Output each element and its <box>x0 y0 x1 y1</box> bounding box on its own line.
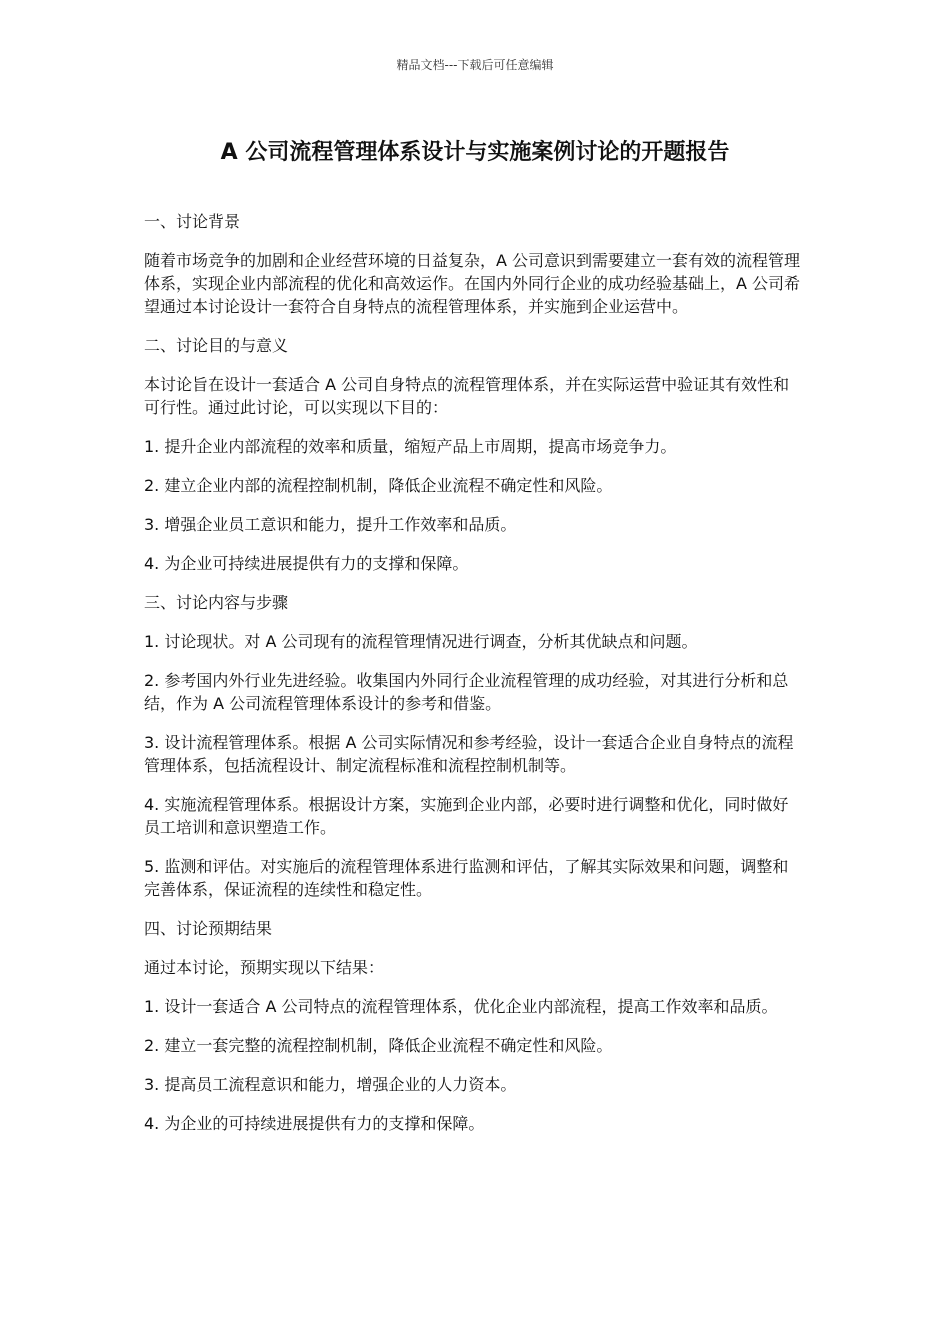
list-item-step-1: 1. 讨论现状。对 A 公司现有的流程管理情况进行调查，分析其优缺点和问题。 <box>144 632 698 651</box>
section-heading-content: 三、讨论内容与步骤 <box>144 593 289 612</box>
list-item-purpose-2: 2. 建立企业内部的流程控制机制，降低企业流程不确定性和风险。 <box>144 476 613 495</box>
list-item-result-3: 3. 提高员工流程意识和能力，增强企业的人力资本。 <box>144 1075 517 1094</box>
list-item-step-3: 3. 设计流程管理体系。根据 A 公司实际情况和参考经验，设计一套适合企业自身特点的流程管理体系，包括流程设计、制定流程标准和流程控制机制等。 <box>144 733 794 775</box>
list-item-result-1: 1. 设计一套适合 A 公司特点的流程管理体系，优化企业内部流程，提高工作效率和品质。 <box>144 997 778 1016</box>
list-item-step-2: 2. 参考国内外行业先进经验。收集国内外同行企业流程管理的成功经验，对其进行分析和总结，作为 A 公司流程管理体系设计的参考和借鉴。 <box>144 671 789 713</box>
section-heading-background: 一、讨论背景 <box>144 212 241 231</box>
list-item-purpose-4: 4. 为企业可持续进展提供有力的支撑和保障。 <box>144 554 469 573</box>
page-header-note: 精品文档---下载后可任意编辑 <box>396 58 554 72</box>
paragraph-purpose: 本讨论旨在设计一套适合 A 公司自身特点的流程管理体系，并在实际运营中验证其有效性和可行性。通过此讨论，可以实现以下目的： <box>144 375 790 417</box>
section-heading-results: 四、讨论预期结果 <box>144 919 273 938</box>
section-heading-purpose: 二、讨论目的与意义 <box>144 336 289 355</box>
document-body <box>144 210 804 1151</box>
paragraph-results: 通过本讨论，预期实现以下结果： <box>144 958 385 977</box>
list-item-purpose-1: 1. 提升企业内部流程的效率和质量，缩短产品上市周期，提高市场竞争力。 <box>144 437 677 456</box>
paragraph-background: 随着市场竞争的加剧和企业经营环境的日益复杂，A 公司意识到需要建立一套有效的流程管理体系，实现企业内部流程的优化和高效运作。在国内外同行企业的成功经验基础上，A 公司希望通过本讨论设计一套符合自身特点的流程管理体系，并实施到企业运营中。 <box>144 251 801 316</box>
list-item-purpose-3: 3. 增强企业员工意识和能力，提升工作效率和品质。 <box>144 515 517 534</box>
list-item-step-4: 4. 实施流程管理体系。根据设计方案，实施到企业内部，必要时进行调整和优化，同时做好员工培训和意识塑造工作。 <box>144 795 789 837</box>
list-item-step-5: 5. 监测和评估。对实施后的流程管理体系进行监测和评估，了解其实际效果和问题，调整和完善体系，保证流程的连续性和稳定性。 <box>144 857 789 899</box>
list-item-result-2: 2. 建立一套完整的流程控制机制，降低企业流程不确定性和风险。 <box>144 1036 613 1055</box>
document-title: A 公司流程管理体系设计与实施案例讨论的开题报告 <box>220 140 730 165</box>
list-item-result-4: 4. 为企业的可持续进展提供有力的支撑和保障。 <box>144 1114 485 1133</box>
